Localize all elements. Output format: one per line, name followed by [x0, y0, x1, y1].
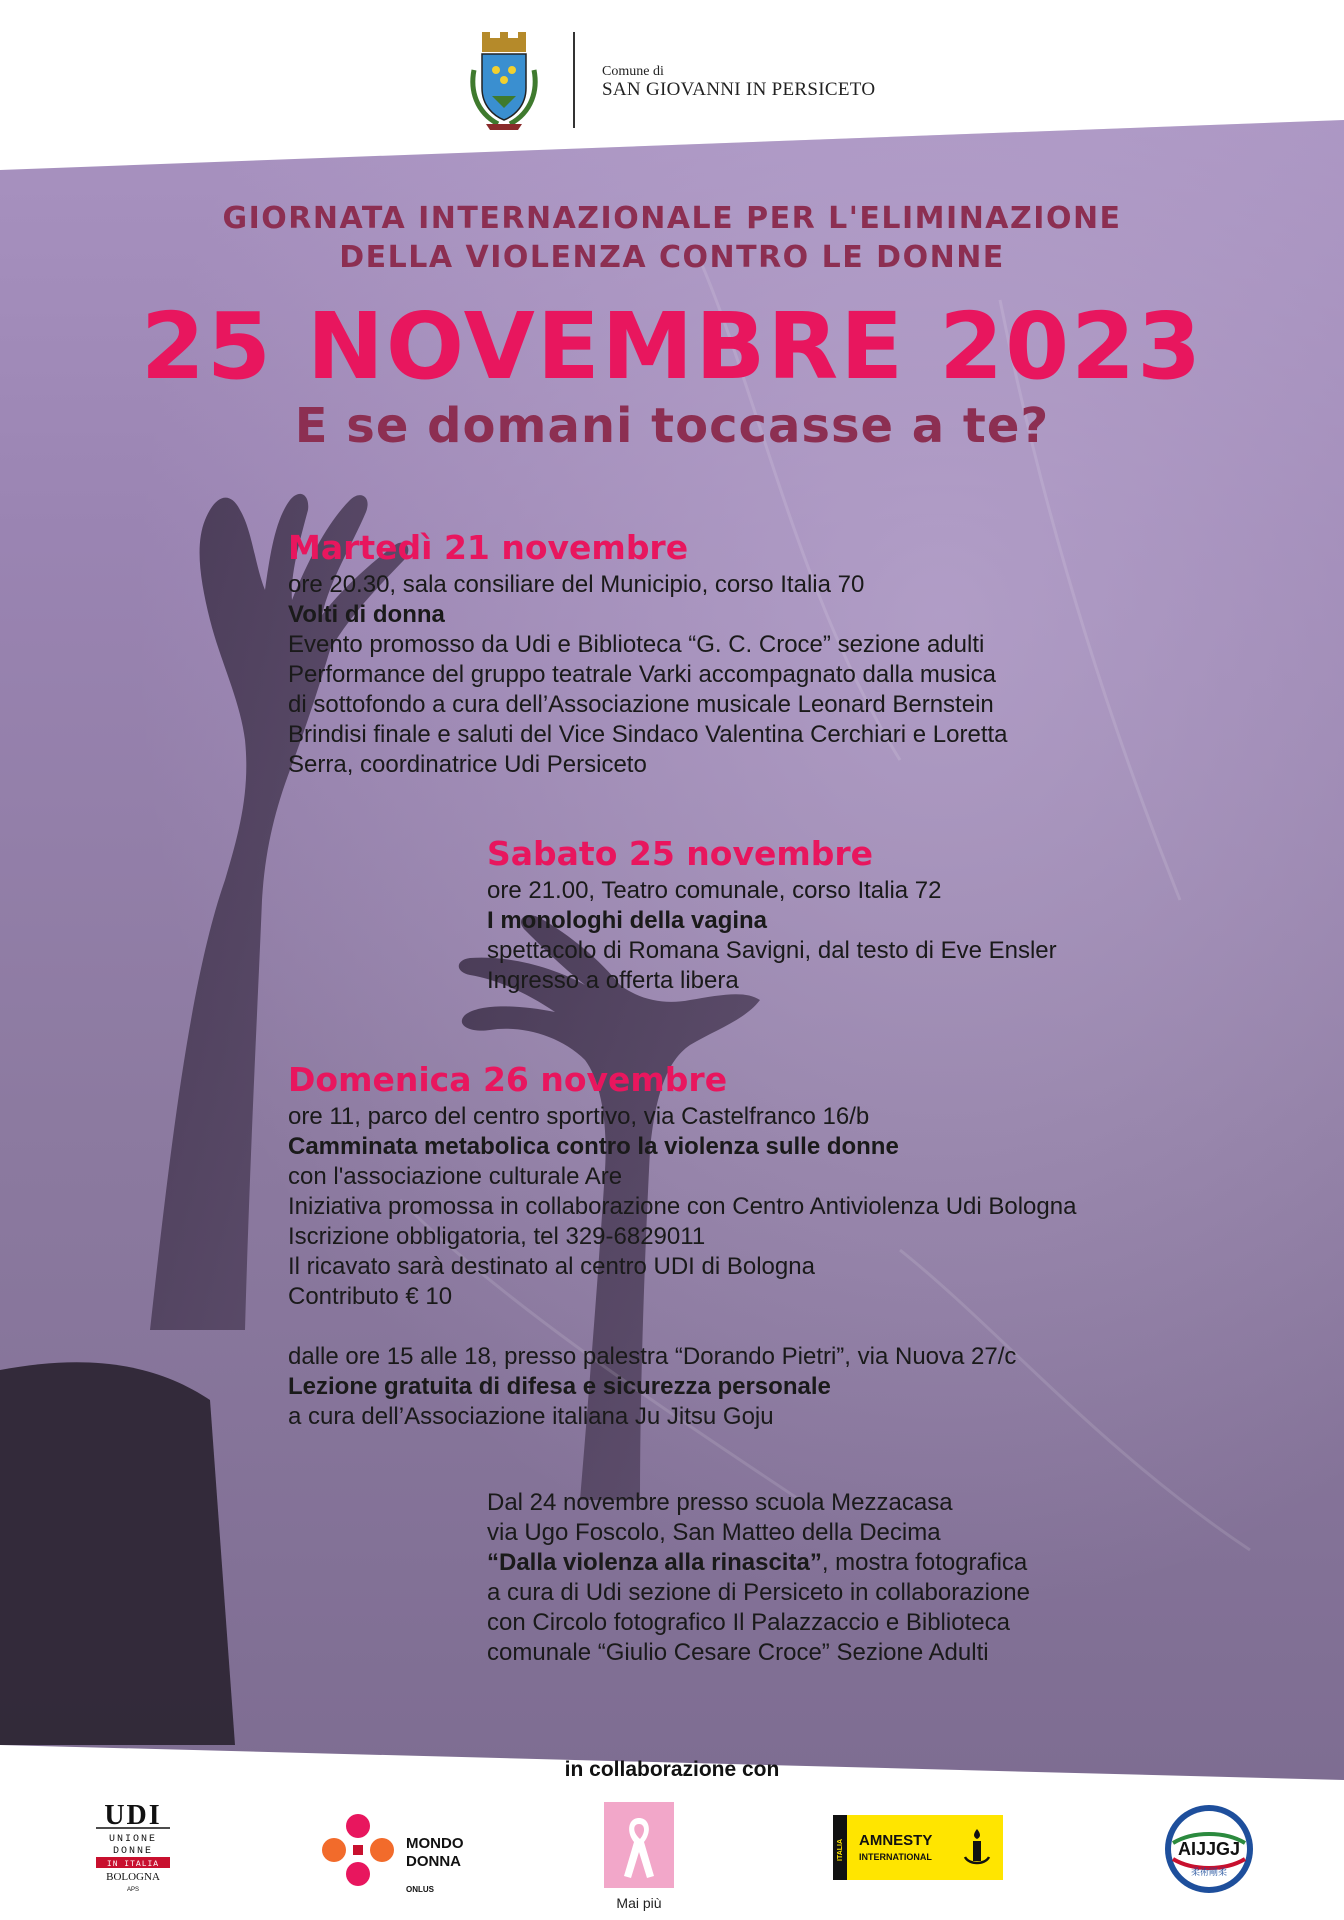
- event-date-title: 25 NOVEMBRE 2023: [140, 293, 1204, 400]
- comune-label: Comune di: [602, 64, 664, 79]
- event-detail: Brindisi finale e saluti del Vice Sindaco Valentina Cerchiari e Loretta: [288, 721, 1008, 748]
- svg-text:UDI: UDI: [104, 1800, 162, 1831]
- event-title: Camminata metabolica contro la violenza sulle donne: [288, 1133, 899, 1160]
- event-detail: con l'associazione culturale Are: [288, 1163, 623, 1190]
- svg-text:MONDO: MONDO: [406, 1835, 464, 1852]
- svg-text:ITALIA: ITALIA: [837, 1838, 844, 1861]
- exhibition-info: [487, 1488, 1030, 1668]
- event-detail: Iniziativa promossa in collaborazione con Centro Antiviolenza Udi Bologna: [288, 1193, 1077, 1220]
- event-title: I monologhi della vagina: [487, 907, 768, 934]
- svg-text:UNIONE: UNIONE: [108, 1834, 158, 1845]
- exhibition-date-place: Dal 24 novembre presso scuola Mezzacasa: [487, 1489, 953, 1516]
- svg-text:AMNESTY: AMNESTY: [859, 1832, 933, 1849]
- tagline: E se domani toccasse a te?: [294, 398, 1050, 454]
- udi-logo: [92, 1800, 174, 1896]
- svg-text:INTERNATIONAL: INTERNATIONAL: [859, 1852, 932, 1862]
- event-martedi: [288, 530, 1008, 780]
- event-detail: Serra, coordinatrice Udi Persiceto: [288, 751, 647, 778]
- exhibition-address: via Ugo Foscolo, San Matteo della Decima: [487, 1519, 941, 1546]
- svg-text:柔術剛柔: 柔術剛柔: [1190, 1868, 1228, 1878]
- svg-text:IN ITALIA: IN ITALIA: [106, 1860, 160, 1869]
- event-day: Martedì 21 novembre: [288, 528, 689, 567]
- collaboration-label: in collaborazione con: [564, 1758, 780, 1781]
- event-time-place: ore 20.30, sala consiliare del Municipio, corso Italia 70: [288, 571, 865, 598]
- event-domenica: [288, 1062, 1076, 1432]
- svg-text:AIJJGJ: AIJJGJ: [1177, 1839, 1241, 1859]
- event-detail: Ingresso a offerta libera: [487, 967, 739, 994]
- svg-text:DONNA: DONNA: [406, 1853, 461, 1870]
- mondo-donna-logo: [320, 1800, 480, 1900]
- exhibition-detail: a cura di Udi sezione di Persiceto in collaborazione: [487, 1579, 1030, 1606]
- event-time-place: ore 11, parco del centro sportivo, via Castelfranco 16/b: [288, 1103, 870, 1130]
- comune-name: SAN GIOVANNI IN PERSICETO: [602, 79, 876, 100]
- mai-piu-logo: [604, 1802, 674, 1914]
- event-day: Sabato 25 novembre: [487, 834, 873, 873]
- event-detail: Evento promosso da Udi e Biblioteca “G. C. Croce” sezione adulti: [288, 631, 985, 658]
- subtitle-line-2: DELLA VIOLENZA CONTRO LE DONNE: [339, 240, 1005, 275]
- exhibition-detail: comunale “Giulio Cesare Croce” Sezione Adulti: [487, 1639, 989, 1666]
- svg-text:BOLOGNA: BOLOGNA: [106, 1871, 160, 1883]
- event-day: Domenica 26 novembre: [288, 1060, 728, 1099]
- aijjgj-logo: [1163, 1803, 1255, 1895]
- event-detail: a cura dell’Associazione italiana Ju Jitsu Goju: [288, 1403, 774, 1430]
- event-detail: Contributo € 10: [288, 1283, 453, 1310]
- event-title: Volti di donna: [288, 601, 445, 628]
- svg-text:DONNE: DONNE: [112, 1846, 154, 1857]
- event-detail: spettacolo di Romana Savigni, dal testo di Eve Ensler: [487, 937, 1057, 964]
- subtitle-line-1: GIORNATA INTERNAZIONALE PER L'ELIMINAZIONE: [222, 201, 1122, 236]
- exhibition-detail: con Circolo fotografico Il Palazzaccio e Biblioteca: [487, 1609, 1010, 1636]
- event-detail: Iscrizione obbligatoria, tel 329-6829011: [288, 1223, 706, 1250]
- event-detail: Performance del gruppo teatrale Varki accompagnato dalla musica: [288, 661, 996, 688]
- svg-text:ONLUS: ONLUS: [406, 1885, 434, 1894]
- event-title: Lezione gratuita di difesa e sicurezza personale: [288, 1373, 831, 1400]
- exhibition-title-line: [487, 1548, 1030, 1578]
- event-detail: Il ricavato sarà destinato al centro UDI di Bologna: [288, 1253, 815, 1280]
- exhibition-title: “Dalla violenza alla rinascita”: [487, 1549, 822, 1576]
- event-sabato: [487, 836, 1057, 996]
- svg-text:Mai più: Mai più: [616, 1895, 662, 1911]
- event-time-place: dalle ore 15 alle 18, presso palestra “Dorando Pietri”, via Nuova 27/c: [288, 1343, 1017, 1370]
- event-time-place: ore 21.00, Teatro comunale, corso Italia 72: [487, 877, 942, 904]
- amnesty-international-logo: [833, 1815, 1003, 1880]
- event-detail: di sottofondo a cura dell’Associazione musicale Leonard Bernstein: [288, 691, 994, 718]
- exhibition-type: , mostra fotografica: [821, 1549, 1028, 1576]
- svg-text:APS: APS: [126, 1887, 140, 1893]
